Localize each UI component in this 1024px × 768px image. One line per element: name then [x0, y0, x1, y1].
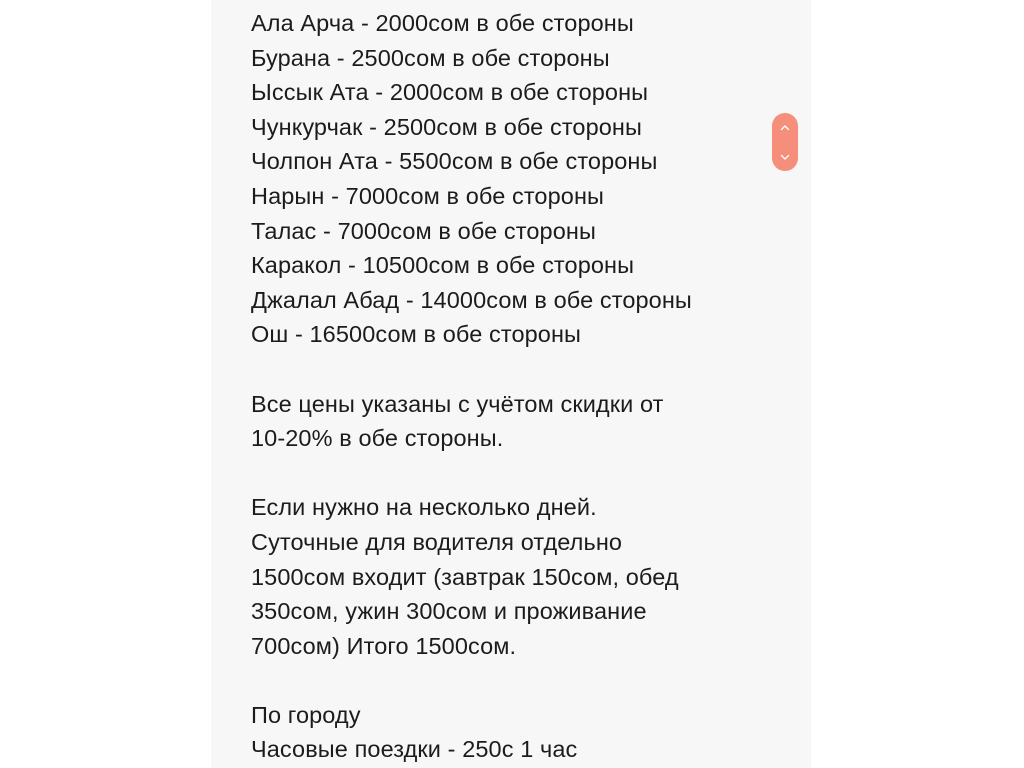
note-line: Чолпон Ата - 5500сом в обе стороны [251, 148, 658, 175]
note-body [251, 6, 791, 767]
note-line: Ыссык Ата - 2000сом в обе стороны [251, 79, 649, 106]
chevron-down-icon[interactable] [776, 148, 794, 166]
note-line: 1500сом входит (завтрак 150сом, обед [251, 563, 679, 590]
note-line: По городу [251, 701, 361, 728]
chevron-down-icon-glyph [779, 151, 791, 163]
blank-line [251, 456, 791, 491]
note-line: Джалал Абад - 14000сом в обе стороны [251, 286, 692, 313]
scroll-control [772, 113, 798, 171]
note-line: Ала Арча - 2000сом в обе стороны [251, 10, 634, 36]
note-line: Каракол - 10500сом в обе стороны [251, 252, 635, 279]
note-line: Бурана - 2500сом в обе стороны [251, 44, 610, 71]
note-line: Часовые поездки - 250с 1 час [251, 736, 578, 763]
note-line: Ош - 16500сом в обе стороны [251, 321, 582, 348]
chevron-up-icon-glyph [779, 122, 791, 134]
note-line: Все цены указаны с учётом скидки от [251, 390, 664, 417]
phone-screen [211, 0, 811, 768]
note-line: 350сом, ужин 300сом и проживание [251, 598, 647, 625]
note-line: Суточные для водителя отдельно [251, 528, 623, 555]
note-line: Талас - 7000сом в обе стороны [251, 217, 596, 244]
note-line: 10-20% в обе стороны. [251, 425, 504, 452]
chevron-up-icon[interactable] [776, 119, 794, 137]
note-line: Нарын - 7000сом в обе стороны [251, 182, 605, 209]
note-line: Чункурчак - 2500сом в обе стороны [251, 113, 643, 140]
note-line: 700сом) Итого 1500сом. [251, 632, 517, 659]
blank-line [251, 352, 791, 387]
blank-line [251, 663, 791, 698]
note-line: Если нужно на несколько дней. [251, 494, 597, 521]
